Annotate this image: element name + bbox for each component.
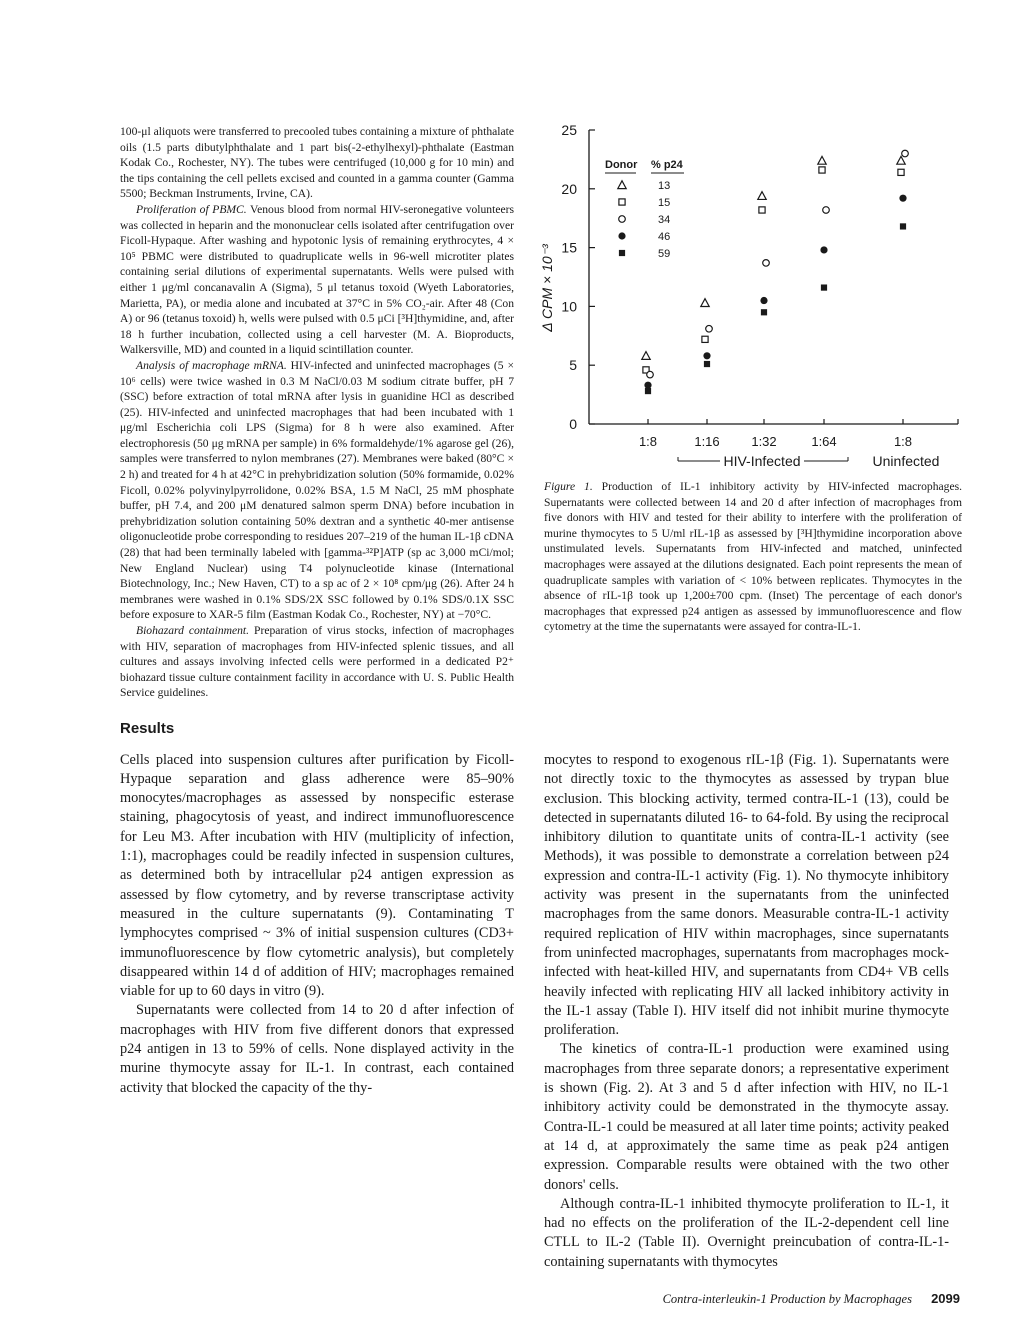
data-point [701,299,709,307]
pbmc-subheading: Proliferation of PBMC. [136,202,247,216]
legend-header-p24: % p24 [651,159,683,171]
data-point [763,260,770,267]
methods-paragraph: 100-μl aliquots were transferred to precooled tubes containing a mixture of phthalate oils (1.5 parts dibutylphthalate and 1 part bis(-2-ethylhexyl)-phthalate (Eastman Kodak Co., Rochester, NY). The tubes were centrifuged (10,000 g for 10 min) and the tips containing the cell pellets excised and counted in a gamma counter (Gamma 5500; Beckman Instruments, Irvine, CA). [120,125,514,201]
figure-caption [544,479,962,635]
y-tick-label: 0 [569,416,577,432]
x-tick-label: 1:64 [811,434,837,449]
biohazard-text: Preparation of virus stocks, infection of macrophages with HIV, separation of macrophages from HIV-infected splenic tissues, and all cultures and assays involving infected cells were performed in a dedicated P2⁺ biohazard tissue culture containment facility in accordance with U. S. Public Health Service guidelines. [120,624,514,700]
running-title: Contra-interleukin-1 Production by Macrophages [662,1292,912,1306]
data-point [760,297,767,304]
results-body [120,751,514,1098]
y-tick-label: 25 [561,122,577,138]
right-paragraph-3: Although contra-IL-1 inhibited thymocyte proliferation to IL-1, it had no effects on the proliferation of the IL-2-dependent cell line CTLL to IL-2 (Table II). Overnight preincubation of contra-IL-1-containing supernatants with thymocytes [544,1195,949,1270]
legend-p24-value: 13 [658,180,671,192]
data-point [759,207,765,213]
data-point [704,361,710,367]
data-point [900,223,906,229]
legend-marker [619,199,625,205]
data-point [702,336,708,342]
right-paragraph-1: mocytes to respond to exogenous rIL-1β (Fig. 1). Supernatants were not directly toxic to the thymocytes as assessed by trypan blue exclusion. This blocking activity, termed contra-IL-1 (13), could be detected in supernatants diluted 16- to 64-fold. By using the reciprocal inhibitory dilution to quantitate units of contra-IL-1 activity (see Methods), it was possible to demonstrate a correlation between p24 expression and contra-IL-1 activity (Fig. 1). No thymocyte inhibitory activity was present in the supernatants from the uninfected macrophages from the same donors. Measurable contra-IL-1 activity required replication of HIV within macrophages, since supernatants from uninfected macrophages, supernatants from macrophages mock-infected with heat-killed HIV, and supernatants from CD4+ VB cells heavily infected with replicating HIV all lacked inhibitory activity in the IL-1 assay (Table I). HIV itself did not inhibit murine thymocyte proliferation. [544,752,949,1039]
page-footer [663,1291,960,1307]
data-point [706,325,713,332]
results-heading: Results [120,719,175,737]
data-point [821,284,827,290]
data-point [819,167,825,173]
mrna-text: HIV-infected and uninfected macrophages (5 × 10⁶ cells) were twice washed in 0.3 M NaCl/0.03 M sodium citrate buffer, pH 7 (SSC) before extraction of total mRNA after lysis in guanidine HCl as described (25). HIV-infected and uninfected macrophages that had been incubated with 1 μg/ml Escherichia coli LPS (Sigma) for 8 h were also examined. After electrophoresis (50 μg mRNA per sample) in 6% formaldehyde/1% agarose gel (26), samples were transferred to nylon membranes (27). Membranes were baked (80°C × 2 h) and treated for 4 h at 42°C in prehybridization solution (50% formamide, 0.02% Ficoll, 0.02% polyvinylpyrrolidone, 0.02% BSA, 1.5 M NaCl, 25 mM phosphate buffer, pH 7.4, and 200 μM denatured salmon sperm DNA) before incubation in prehybridization solution containing 50% dextran and a synthetic 40-mer antisense oligonucleotide probe corresponding to residues 207–219 of the human IL-1β cDNA (28) that had been terminally labeled with [gamma-³²P]ATP (sp ac 3,000 mCi/mol; New England Nuclear) using T4 polynucleotide kinase (International Biotechnology, Inc.; New Haven, CT) to a sp ac of 2 × 10⁸ cpm/μg (26). After 24 h membranes were washed in 0.1% SDS/2X SSC followed by 0.1% SDS/0.1X SSC before exposure to XAR-5 film (Eastman Kodak Co., Rochester, NY) at −70°C. [120,358,514,622]
y-axis-label: Δ CPM × 10⁻³ [539,244,555,332]
x-tick-label: 1:8 [638,434,658,449]
data-point [899,195,906,202]
data-point [645,388,651,394]
biohazard-subheading: Biohazard containment. [136,624,250,637]
x-group-label-uninfected: Uninfected [872,453,940,469]
data-point [897,156,905,164]
y-tick-label: 10 [561,298,577,315]
results-paragraph-1: Cells placed into suspension cultures after purification by Ficoll-Hypaque separation and glass adherence were 85–90% monocytes/macrophages as assessed by nonspecific esterase staining, phagocytosis of yeast, and indirect immunofluorescence for Leu M3. After incubation with HIV (multiplicity of infection, 1:1), macrophages could be readily infected in suspension cultures, as determined both by intracellular p24 antigen expression as assessed by flow cytometry, and by reverse transcriptase activity measured in the culture supernatants (9). Contaminating T lymphocytes comprised ~ 3% of initial suspension cultures (CD3+ immunofluorescence by flow cytometric analysis), but completely disappeared within 14 d of addition of HIV; macrophages remained viable for up to 60 days in vitro (9). [120,751,514,1000]
mrna-subheading: Analysis of macrophage mRNA. [136,358,287,372]
data-point [823,207,830,214]
left-column [120,124,514,1098]
y-tick-label: 15 [561,239,577,256]
figure-1-chart [528,118,980,482]
data-point [758,192,766,200]
page-number: 2099 [931,1291,960,1306]
data-point [647,371,654,378]
figure-1 [528,118,980,482]
legend-p24-value: 46 [658,231,671,243]
data-point [820,246,827,253]
data-point [902,150,909,157]
pbmc-text: Venous blood from normal HIV-seronegative volunteers was collected in heparin and the mononuclear cells isolated after centrifugation over Ficoll-Hypaque. After washing and hypotonic lysis of remaining erythrocytes, 4 × 10⁵ PBMC were distributed to quadruplicate wells in 96-well microtiter plates containing serial dilutions of experimental supernatants. Wells were pulsed with either 1 μg/ml concanavalin A (Sigma), 5 μl tetanus toxoid (Wyeth Laboratories, Marietta, PA), or media alone and incubated at 37°C in 5% CO₂-air. After 48 (Con A) or 96 (tetanus toxoid) h, wells were pulsed with 0.5 μCi [³H]thymidine, and, after 18 h further incubation, collected using a cell harvester (M. A. Bioproducts, Walkersville, MD) and counted in a liquid scintillation counter. [120,202,514,357]
right-paragraph-2: The kinetics of contra-IL-1 production were examined using macrophages from three separate donors; a representative experiment is shown (Fig. 2). At 3 and 5 d after infection with HIV, no IL-1 inhibitory activity could be demonstrated in the thymocyte assay. Contra-IL-1 could be measured at all later time points; activity peaked at 14 d, at approximately the same time as peak p24 antigen expression. Comparable results were obtained with the two other donors' cells. [544,1041,949,1193]
x-tick-label: 1:16 [694,434,720,449]
figure-caption-text: Production of IL-1 inhibitory activity by HIV-infected macrophages. Supernatants were collected between 14 and 20 d after infection of macrophages from five donors with HIV and tested for their ability to interfere with the proliferation of murine thymocytes to 5 U/ml rIL-1β as assessed by [³H]thymidine incorporation above unstimulated levels. Supernatants from HIV-infected and matched, uninfected macrophages were assayed at the dilutions designated. Each point represents the mean of quadruplicate samples with variation of < 10% between replicates. Thymocytes in the absence of rIL-1β took up 1,200±700 cpm. (Inset) The percentage of each donor's macrophages that expressed p24 antigen as assessed by immunofluorescence and flow cytometry at the time the supernatants were assayed for contra-IL-1. [544,480,963,634]
x-tick-label: 1:32 [751,434,777,449]
results-paragraph-2: Supernatants were collected from 14 to 20 d after infection of macrophages with HIV from five different donors that expressed p24 antigen in 13 to 59% of cells. None displayed activity in the murine thymocyte assay for IL-1. In contrast, each contained activity that blocked the capacity of the thy- [120,1002,514,1096]
legend-header-donor: Donor [605,159,638,171]
figure-caption-label: Figure 1. [544,480,593,493]
biohazard-paragraph [120,623,514,701]
data-point [644,382,651,389]
pbmc-paragraph [120,202,514,358]
data-point [642,352,650,360]
legend-marker [618,232,625,239]
right-column [544,751,949,1272]
data-point [703,352,710,359]
mrna-paragraph [120,358,514,623]
legend-marker [619,216,626,223]
legend-p24-value: 59 [658,248,671,260]
legend-p24-value: 34 [658,214,671,226]
x-tick-label: 1:8 [893,434,913,449]
legend-marker [618,181,626,189]
data-point [898,169,904,175]
y-tick-label: 5 [569,357,577,374]
legend-marker [619,250,625,256]
legend-p24-value: 15 [658,197,671,209]
data-point [818,156,826,164]
y-tick-label: 20 [561,180,577,197]
data-point [761,309,767,315]
x-group-label-infected: HIV-Infected [723,453,801,469]
